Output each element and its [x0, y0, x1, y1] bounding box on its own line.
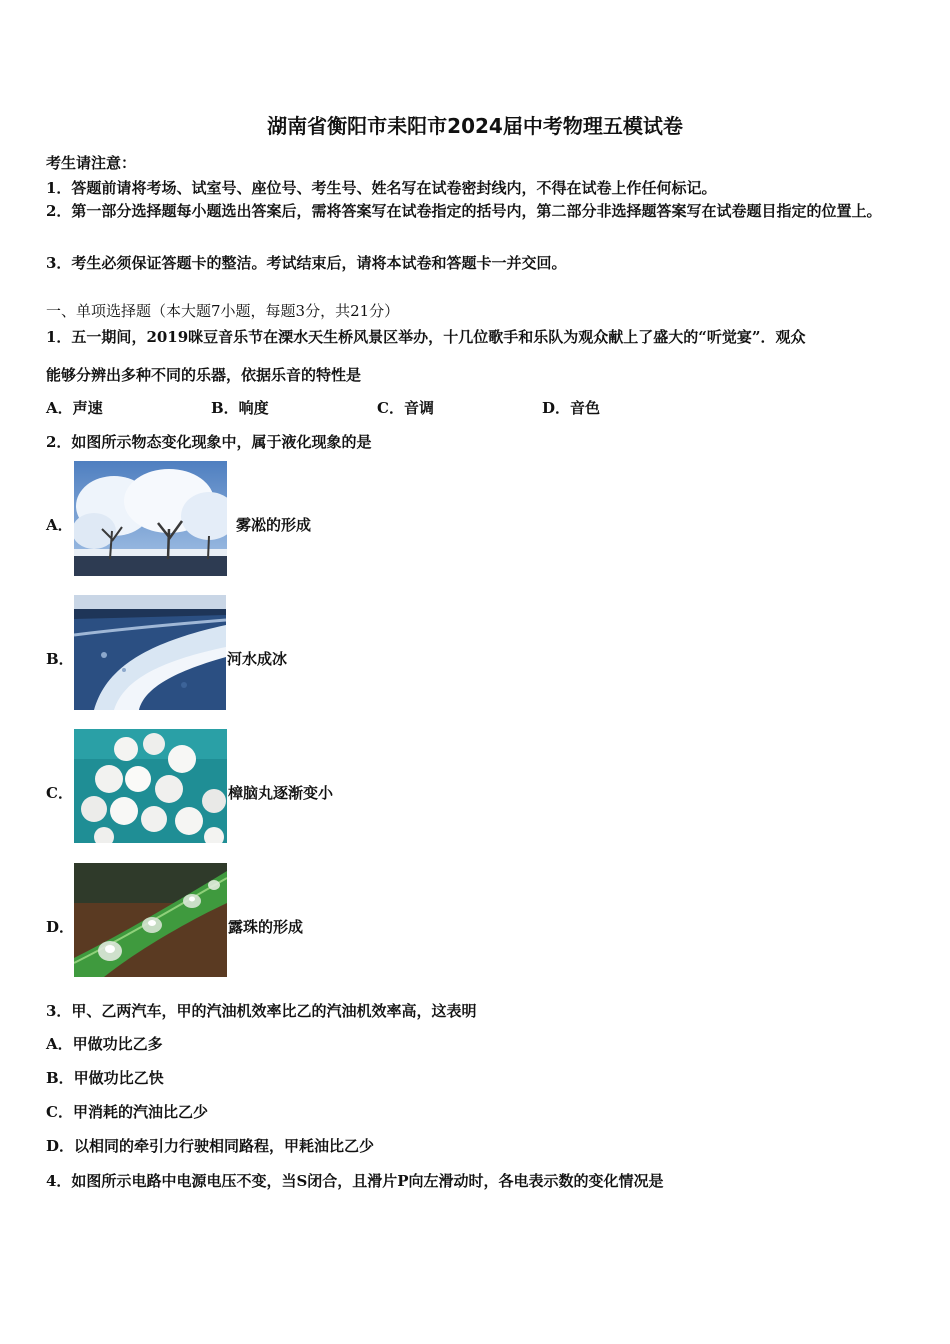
q2-option-a-caption: 雾凇的形成: [236, 516, 312, 534]
q3-option-a: A．甲做功比乙多: [46, 1035, 163, 1053]
q1-stem-line1: 1．五一期间，2019咪豆音乐节在溧水天生桥风景区举办，十几位歌手和乐队为观众献上了盛大的“听觉宴”．观众: [46, 328, 806, 346]
notice-heading: 考生请注意：: [46, 154, 137, 172]
camphor-balls-photo: [74, 729, 227, 843]
q2-option-b-label: B．: [46, 650, 74, 668]
q2-option-b-caption: 河水成冰: [227, 650, 288, 668]
page-title: 湖南省衡阳市耒阳市2024届中考物理五模试卷: [267, 114, 683, 138]
section-heading: 一、单项选择题（本大题7小题，每题3分，共21分）: [46, 302, 400, 320]
notice-item-3: 3．考生必须保证答题卡的整洁。考试结束后，请将本试卷和答题卡一并交回。: [46, 254, 567, 272]
q2-stem: 2．如图所示物态变化现象中，属于液化现象的是: [46, 433, 372, 451]
q1-option-c: C．音调: [377, 399, 434, 417]
q3-option-b: B．甲做功比乙快: [46, 1069, 164, 1087]
dew-drops-photo: [74, 863, 227, 977]
q1-option-b: B．响度: [211, 399, 269, 417]
notice-item-1: 1．答题前请将考场、试室号、座位号、考生号、姓名写在试卷密封线内，不得在试卷上作任何标记。: [46, 179, 717, 197]
q3-stem: 3．甲、乙两汽车，甲的汽油机效率比乙的汽油机效率高，这表明: [46, 1002, 477, 1020]
frosted-trees-photo: [74, 461, 227, 576]
frozen-river-photo: [74, 595, 226, 710]
q1-option-d: D．音色: [542, 399, 601, 417]
q3-option-d: D．以相同的牵引力行驶相同路程，甲耗油比乙少: [46, 1137, 375, 1155]
q2-option-d-label: D．: [46, 918, 75, 936]
notice-item-2: 2．第一部分选择题每小题选出答案后，需将答案写在试卷指定的括号内，第二部分非选择题答案写在试卷题目指定的位置上。: [46, 202, 882, 220]
q1-option-a: A．声速: [46, 399, 103, 417]
q2-option-d-caption: 露珠的形成: [228, 918, 304, 936]
q2-option-a-label: A．: [46, 516, 73, 534]
q4-stem: 4．如图所示电路中电源电压不变，当S闭合，且滑片P向左滑动时，各电表示数的变化情况是: [46, 1172, 664, 1190]
q2-option-c-label: C．: [46, 784, 73, 802]
q1-stem-line2: 能够分辨出多种不同的乐器，依据乐音的特性是: [46, 366, 362, 384]
q3-option-c: C．甲消耗的汽油比乙少: [46, 1103, 208, 1121]
q2-option-c-caption: 樟脑丸逐渐变小: [228, 784, 334, 802]
